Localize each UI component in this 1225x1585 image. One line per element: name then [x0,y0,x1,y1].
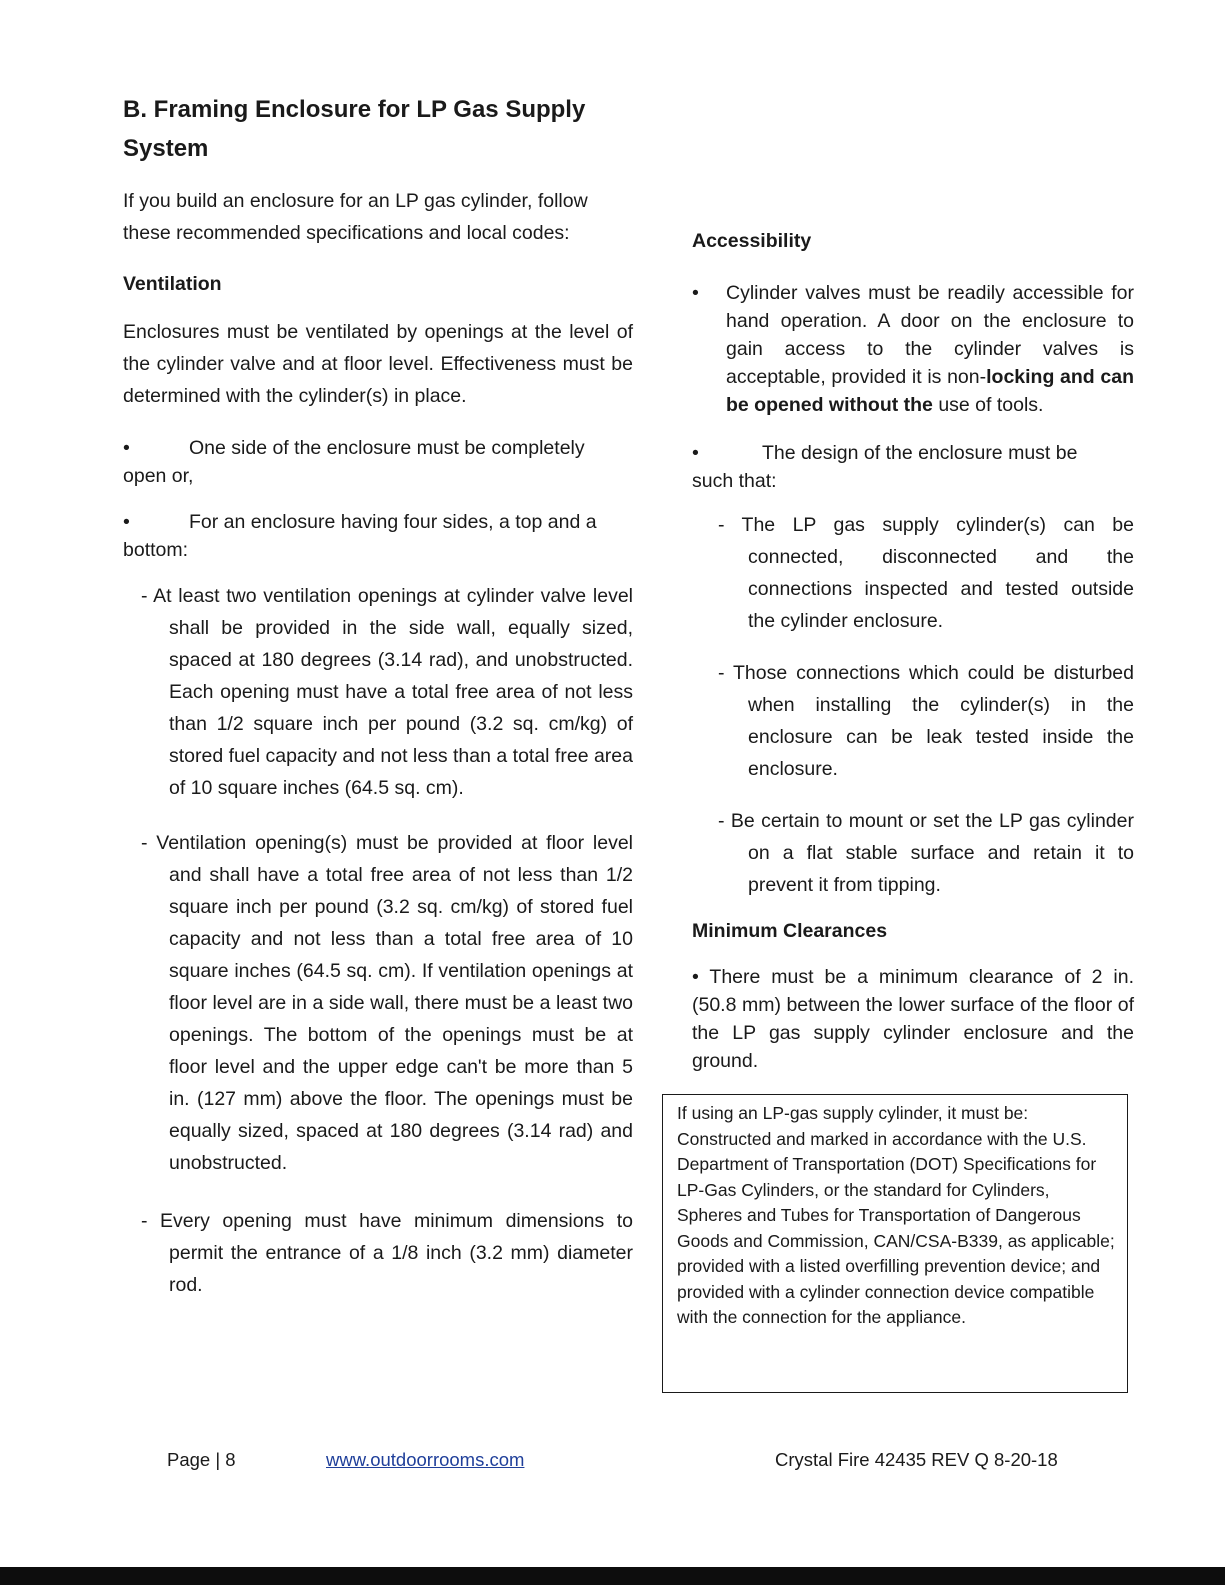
document-revision: Crystal Fire 42435 REV Q 8-20-18 [775,1449,1058,1470]
intro-line-2: these recommended specifications and local codes: [123,222,570,244]
ventilation-sub-item-2: - Ventilation opening(s) must be provided at floor level and shall have a total free area of not less than 1/2 square inch per pound (3.2 sq. cm/kg) of stored fuel capacity and not less than a total free area of 10 square inches (64.5 sq. cm). If ventilation openings at floor level are in a side wall, there must be a least two openings. The bottom of the openings must be at floor level and the upper edge can't be more than 5 in. (127 mm) above the floor. The openings must be equally sized, spaced at 180 degrees (3.14 rad) and unobstructed. [141,832,633,1174]
website-link[interactable]: www.outdoorrooms.com [326,1449,525,1470]
section-title-line-1: B. Framing Enclosure for LP Gas Supply [123,96,586,123]
section-title-line-2: System [123,135,209,162]
bullet-text: For an enclosure having four sides, a top and a [189,511,597,533]
bullet-dot: • [123,437,130,459]
accessibility-bullet-1-text [726,279,1134,419]
bullet-text-rest: bottom: [123,539,189,561]
bullet-dot: • [692,282,699,304]
accessibility-text-bold: locking and can be opened without the [726,366,1134,416]
bullet-text-rest: open or, [123,465,194,487]
clearances-text: • There must be a minimum clearance of 2 in. (50.8 mm) between the lower surface of the floor of the LP gas supply cylinder enclosure and the ground. [692,966,1134,1072]
accessibility-sub-item-3: - Be certain to mount or set the LP gas cylinder on a flat stable surface and retain it to prevent it from tipping. [718,810,1134,896]
bullet-text-rest: such that: [692,470,777,492]
accessibility-text-c: use of tools. [932,394,1044,416]
bullet-text: One side of the enclosure must be completely [189,437,585,459]
right-column [692,225,1134,1075]
ventilation-bullet-1 [123,434,633,490]
notice-text: If using an LP-gas supply cylinder, it must be: Constructed and marked in accordance with the U.S. Department of Transportation (DOT) Specifications for LP-Gas Cylinders, or the standard for Cylinders, Spheres and Tubes for Transportation of Dangerous Goods and Commission, CAN/CSA-B339, as applicable; provided with a listed overfilling prevention device; and provided with a cylinder connection device compatible with the connection for the appliance. [677,1103,1115,1327]
accessibility-bullet-1 [692,279,1134,419]
ventilation-heading: Ventilation [123,273,222,295]
ventilation-bullet-2 [123,508,633,564]
clearances-heading: Minimum Clearances [692,920,888,942]
intro-line-1: If you build an enclosure for an LP gas cylinder, follow [123,190,588,212]
page-number: Page | 8 [167,1449,236,1470]
accessibility-sub-item-1: - The LP gas supply cylinder(s) can be connected, disconnected and the connections inspected and tested outside the cylinder enclosure. [718,514,1134,632]
ventilation-paragraph: Enclosures must be ventilated by openings at the level of the cylinder valve and at floor level. Effectiveness must be determined with the cylinder(s) in place. [123,321,633,407]
notice-box [662,1094,1128,1393]
accessibility-sub-item-2: - Those connections which could be disturbed when installing the cylinder(s) in the enclosure can be leak tested inside the enclosure. [718,662,1134,780]
scan-bottom-edge [0,1567,1225,1585]
bullet-text: The design of the enclosure must be [762,442,1078,464]
section-title [123,90,643,168]
ventilation-sub-item-3: - Every opening must have minimum dimensions to permit the entrance of a 1/8 inch (3.2 mm) diameter rod. [141,1210,633,1296]
left-column [123,185,633,1301]
bullet-dot: • [692,442,699,464]
accessibility-text-a: Cylinder valves must be readily accessible for hand operation. A door on the enclosure to gain access to the cylinder valves is acceptable, provided it is non- [726,282,1134,388]
bullet-dot: • [123,511,130,533]
ventilation-sub-item-1: - At least two ventilation openings at cylinder valve level shall be provided in the side wall, equally sized, spaced at 180 degrees (3.14 rad), and unobstructed. Each opening must have a total free area of not less than 1/2 square inch per pound (3.2 sq. cm/kg) of stored fuel capacity and not less than a total free area of 10 square inches (64.5 sq. cm). [141,585,633,799]
accessibility-heading: Accessibility [692,230,812,252]
accessibility-bullet-2 [692,439,1134,495]
